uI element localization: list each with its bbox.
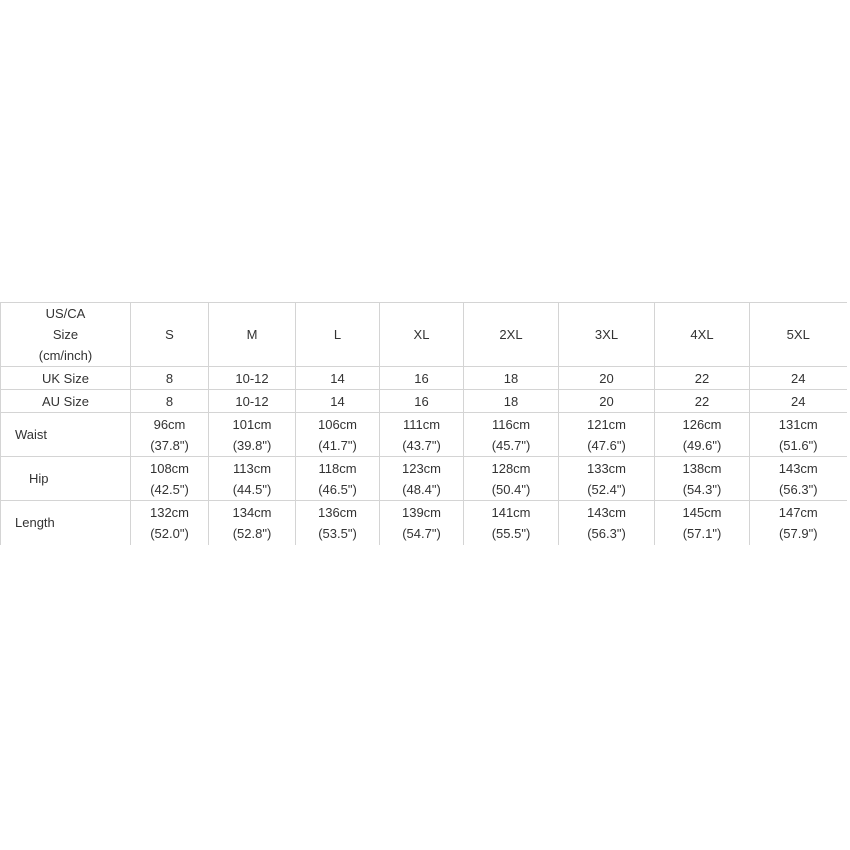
size-header-cell: 5XL — [750, 303, 847, 367]
length-label: Length — [1, 501, 131, 545]
size-header-cell: XL — [380, 303, 464, 367]
waist-inch: (47.6") — [587, 437, 626, 453]
hip-inch: (56.3") — [778, 481, 818, 497]
hip-inch: (50.4") — [491, 481, 531, 497]
waist-cell — [296, 413, 380, 457]
waist-row — [1, 413, 847, 457]
size-header-cell: M — [209, 303, 296, 367]
hip-inch: (46.5") — [318, 481, 357, 497]
hip-cm: 123cm — [401, 460, 442, 476]
au-size-label: AU Size — [1, 390, 131, 413]
waist-cm: 131cm — [778, 416, 818, 432]
length-cell — [209, 501, 296, 545]
waist-cm: 126cm — [682, 416, 722, 432]
au-size-cell: 14 — [296, 390, 380, 413]
waist-cm: 101cm — [232, 416, 272, 432]
size-header-label-line: (cm/inch) — [38, 348, 93, 363]
length-cm: 143cm — [586, 504, 627, 520]
length-cm: 139cm — [401, 504, 442, 520]
length-inch: (56.3") — [587, 525, 626, 541]
length-cm: 145cm — [682, 504, 722, 520]
hip-cell — [559, 457, 655, 501]
hip-cell — [380, 457, 464, 501]
length-inch: (52.0") — [150, 525, 189, 541]
uk-size-cell: 20 — [559, 367, 655, 390]
length-row — [1, 501, 847, 545]
size-header-cell: 4XL — [655, 303, 750, 367]
uk-size-row — [1, 367, 847, 390]
length-cell — [750, 501, 847, 545]
waist-inch: (45.7") — [491, 437, 531, 453]
length-inch: (57.1") — [682, 525, 722, 541]
waist-cell — [559, 413, 655, 457]
hip-cm: 143cm — [778, 460, 818, 476]
length-cell — [296, 501, 380, 545]
waist-cell — [655, 413, 750, 457]
hip-cm: 118cm — [318, 460, 357, 476]
length-cm: 134cm — [232, 504, 272, 520]
hip-cm: 128cm — [491, 460, 531, 476]
length-inch: (55.5") — [491, 525, 531, 541]
length-cell — [559, 501, 655, 545]
uk-size-label: UK Size — [1, 367, 131, 390]
au-size-row — [1, 390, 847, 413]
length-cm: 141cm — [491, 504, 531, 520]
hip-cm: 113cm — [232, 460, 272, 476]
size-chart-table — [0, 302, 847, 545]
waist-cell — [131, 413, 209, 457]
uk-size-cell: 8 — [131, 367, 209, 390]
waist-label: Waist — [1, 413, 131, 457]
waist-cell — [209, 413, 296, 457]
uk-size-cell: 10-12 — [209, 367, 296, 390]
au-size-cell: 24 — [750, 390, 847, 413]
waist-cell — [464, 413, 559, 457]
length-cell — [464, 501, 559, 545]
size-header-cell: S — [131, 303, 209, 367]
waist-cm: 96cm — [153, 416, 186, 432]
au-size-cell: 22 — [655, 390, 750, 413]
waist-inch: (41.7") — [318, 437, 357, 453]
hip-cm: 133cm — [586, 460, 627, 476]
waist-cell — [380, 413, 464, 457]
length-inch: (57.9") — [778, 525, 818, 541]
hip-cell — [296, 457, 380, 501]
size-header-label-line: US/CA — [45, 306, 86, 321]
waist-inch: (37.8") — [150, 437, 189, 453]
hip-inch: (54.3") — [682, 481, 722, 497]
hip-cell — [655, 457, 750, 501]
waist-inch: (51.6") — [778, 437, 818, 453]
size-header-cell: 2XL — [464, 303, 559, 367]
length-cm: 132cm — [149, 504, 190, 520]
hip-cm: 108cm — [149, 460, 190, 476]
uk-size-cell: 14 — [296, 367, 380, 390]
length-cell — [655, 501, 750, 545]
size-header-label — [1, 303, 131, 367]
waist-inch: (49.6") — [682, 437, 722, 453]
hip-inch: (52.4") — [587, 481, 626, 497]
uk-size-cell: 16 — [380, 367, 464, 390]
hip-inch: (42.5") — [150, 481, 189, 497]
au-size-cell: 20 — [559, 390, 655, 413]
hip-row — [1, 457, 847, 501]
length-cell — [131, 501, 209, 545]
size-header-row — [1, 303, 847, 367]
au-size-cell: 8 — [131, 390, 209, 413]
hip-inch: (44.5") — [232, 481, 272, 497]
waist-cm: 121cm — [586, 416, 627, 432]
uk-size-cell: 22 — [655, 367, 750, 390]
size-header-label-line: Size — [52, 327, 79, 342]
hip-label: Hip — [1, 457, 131, 501]
hip-cell — [209, 457, 296, 501]
hip-cm: 138cm — [682, 460, 722, 476]
size-header-cell: L — [296, 303, 380, 367]
au-size-cell: 18 — [464, 390, 559, 413]
hip-cell — [750, 457, 847, 501]
size-header-cell: 3XL — [559, 303, 655, 367]
uk-size-cell: 24 — [750, 367, 847, 390]
waist-cm: 106cm — [317, 416, 358, 432]
hip-inch: (48.4") — [402, 481, 441, 497]
length-cm: 147cm — [778, 504, 818, 520]
waist-inch: (39.8") — [232, 437, 272, 453]
au-size-cell: 10-12 — [209, 390, 296, 413]
waist-cell — [750, 413, 847, 457]
length-inch: (52.8") — [232, 525, 272, 541]
length-inch: (54.7") — [402, 525, 441, 541]
length-cm: 136cm — [317, 504, 358, 520]
uk-size-cell: 18 — [464, 367, 559, 390]
waist-cm: 116cm — [491, 416, 531, 432]
hip-cell — [131, 457, 209, 501]
length-cell — [380, 501, 464, 545]
hip-cell — [464, 457, 559, 501]
waist-inch: (43.7") — [402, 437, 441, 453]
waist-cm: 111cm — [402, 416, 441, 432]
au-size-cell: 16 — [380, 390, 464, 413]
length-inch: (53.5") — [318, 525, 357, 541]
